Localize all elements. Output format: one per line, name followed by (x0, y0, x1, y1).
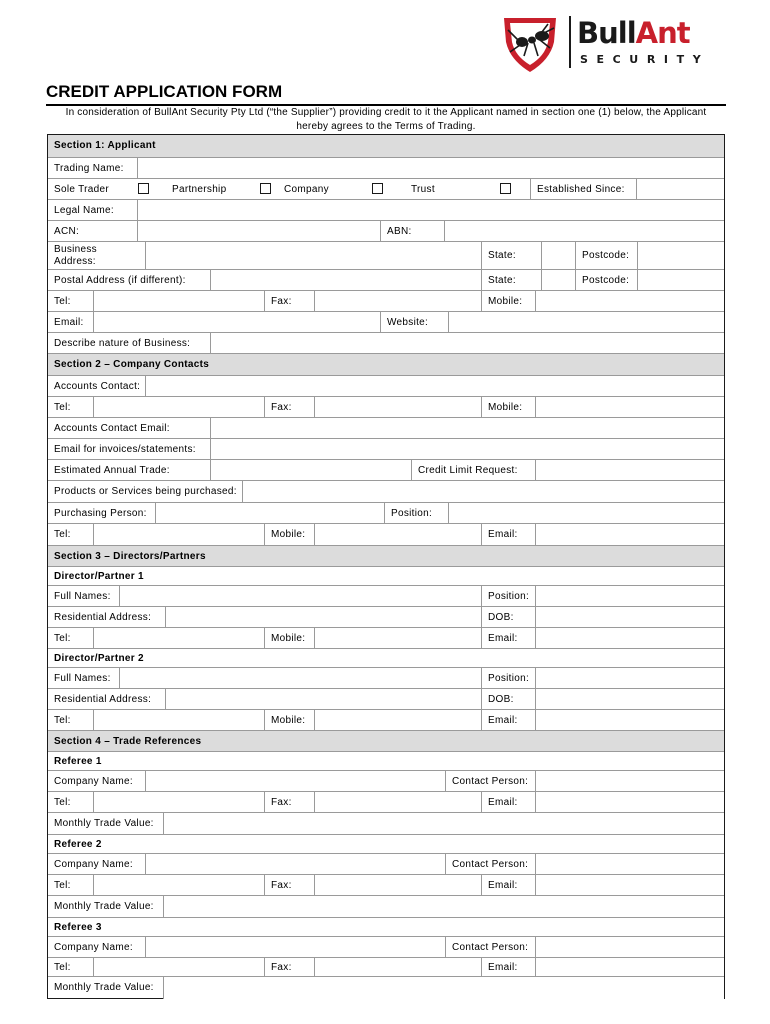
referee-1-contact-person-field[interactable] (535, 771, 724, 792)
email-invoices-field[interactable] (210, 439, 724, 460)
director-2-email-field[interactable] (535, 710, 724, 731)
referee-3-monthly-trade-value-label: Monthly Trade Value: (54, 982, 154, 993)
postal-address-field[interactable] (210, 270, 481, 291)
estimated-annual-trade-label: Estimated Annual Trade: (54, 464, 170, 476)
entity-type-row (48, 178, 724, 200)
director-1-header (48, 566, 724, 586)
director-2-address-row (48, 688, 724, 710)
trust-checkbox[interactable] (500, 183, 511, 194)
referee-2-phone-row (48, 874, 724, 896)
email-field[interactable] (93, 312, 380, 333)
applicant-phone-row (48, 290, 724, 312)
referee-1-company-name-label: Company Name: (54, 775, 133, 787)
director-1-tel-field[interactable] (93, 628, 264, 649)
referee-1-email-field[interactable] (535, 792, 724, 813)
director-2-name-row (48, 667, 724, 689)
referee-1-tel-field[interactable] (93, 792, 264, 813)
referee-3-header (48, 917, 724, 937)
postcode-label: Postcode: (575, 242, 637, 270)
logo-divider (569, 16, 571, 68)
purchasing-mobile-label: Mobile: (264, 524, 314, 546)
referee-3-email-field[interactable] (535, 958, 724, 977)
fax-field[interactable] (314, 291, 481, 312)
referee-3-email-label: Email: (481, 958, 535, 977)
director-1-mobile-label: Mobile: (264, 628, 314, 649)
referee-3-contact-person-field[interactable] (535, 937, 724, 958)
purchasing-person-label: Purchasing Person: (54, 507, 147, 519)
postal-state-field[interactable] (541, 270, 575, 291)
established-since-label: Established Since: (530, 179, 636, 200)
intro-text (46, 106, 726, 134)
credit-limit-request-field[interactable] (535, 460, 724, 481)
referee-1-company-row (48, 770, 724, 792)
referee-1-phone-row (48, 791, 724, 813)
contacts-mobile-label: Mobile: (481, 397, 535, 418)
referee-2-fax-label: Fax: (264, 875, 314, 896)
purchasing-person-field[interactable] (155, 503, 384, 524)
purchasing-person-row (48, 502, 724, 524)
business-address-row (48, 241, 724, 270)
referee-2-tel-field[interactable] (93, 875, 264, 896)
referee-3-company-row (48, 936, 724, 958)
email-invoices-label: Email for invoices/statements: (54, 443, 196, 455)
products-services-label: Products or Services being purchased: (54, 486, 237, 497)
products-services-row (48, 480, 724, 503)
director-2-tel-label: Tel: (54, 714, 71, 726)
logo-wordmark (577, 18, 690, 48)
director-1-dob-label: DOB: (481, 607, 535, 628)
referee-2-email-label: Email: (481, 875, 535, 896)
products-services-field[interactable] (242, 481, 724, 503)
email-website-row (48, 311, 724, 333)
partnership-label: Partnership (172, 183, 227, 195)
director-2-mobile-field[interactable] (314, 710, 481, 731)
business-address-field[interactable] (145, 242, 481, 270)
director-2-email-label: Email: (481, 710, 535, 731)
company-label: Company (284, 183, 329, 195)
referee-3-company-name-field[interactable] (145, 937, 445, 958)
director-2-heading: Director/Partner 2 (54, 652, 144, 664)
referee-2-company-name-field[interactable] (145, 854, 445, 875)
referee-1-fax-label: Fax: (264, 792, 314, 813)
referee-2-company-name-label: Company Name: (54, 858, 133, 870)
acn-label: ACN: (54, 225, 80, 237)
referee-3-tel-label: Tel: (54, 961, 71, 973)
postcode-field[interactable] (637, 242, 724, 270)
referee-2-heading: Referee 2 (54, 838, 102, 850)
referee-1-tel-label: Tel: (54, 796, 71, 808)
estimated-annual-trade-field[interactable] (210, 460, 411, 481)
page-header (0, 0, 770, 80)
section-1-heading: Section 1: Applicant (54, 140, 156, 151)
acn-field[interactable] (137, 221, 380, 242)
accounts-contact-email-label: Accounts Contact Email: (54, 422, 170, 434)
contacts-fax-field[interactable] (314, 397, 481, 418)
mobile-field[interactable] (535, 291, 724, 312)
referee-1-header (48, 751, 724, 771)
website-label: Website: (380, 312, 448, 333)
director-2-dob-field[interactable] (535, 689, 724, 710)
referee-1-monthly-trade-value-label: Monthly Trade Value: (54, 818, 154, 829)
contacts-tel-label: Tel: (54, 401, 71, 413)
director-1-position-label: Position: (481, 586, 535, 607)
director-1-heading: Director/Partner 1 (54, 570, 144, 582)
postal-address-row (48, 269, 724, 291)
ant-shield-icon (498, 12, 562, 74)
credit-application-form (47, 134, 725, 999)
business-address-label: Business Address: (54, 244, 97, 267)
accounts-contact-label: Accounts Contact: (54, 380, 141, 392)
director-2-full-names-field[interactable] (119, 668, 481, 689)
referee-2-tel-label: Tel: (54, 879, 71, 891)
purchasing-mobile-field[interactable] (314, 524, 481, 546)
postal-address-label: Postal Address (if different): (54, 274, 186, 286)
purchasing-email-label: Email: (481, 524, 535, 546)
accounts-contact-field[interactable] (145, 376, 724, 397)
director-1-position-field[interactable] (535, 586, 724, 607)
contacts-phone-row (48, 396, 724, 418)
referee-1-fax-field[interactable] (314, 792, 481, 813)
referee-1-email-label: Email: (481, 792, 535, 813)
referee-2-header (48, 834, 724, 854)
sole-trader-checkbox[interactable] (138, 183, 149, 194)
legal-name-field[interactable] (137, 200, 724, 221)
postal-postcode-label: Postcode: (575, 270, 637, 291)
director-1-mobile-field[interactable] (314, 628, 481, 649)
legal-name-label: Legal Name: (54, 204, 114, 216)
purchasing-position-label: Position: (384, 503, 448, 524)
state-field[interactable] (541, 242, 575, 270)
purchasing-email-field[interactable] (535, 524, 724, 546)
director-1-address-row (48, 606, 724, 628)
state-label: State: (481, 242, 541, 270)
logo-word-bull: Bull (577, 16, 636, 50)
referee-2-contact-person-field[interactable] (535, 854, 724, 875)
credit-limit-request-label: Credit Limit Request: (411, 460, 535, 481)
accounts-contact-row (48, 375, 724, 397)
trust-label: Trust (411, 183, 435, 195)
tel-field[interactable] (93, 291, 264, 312)
nature-of-business-row (48, 332, 724, 354)
trading-name-label: Trading Name: (54, 162, 124, 174)
referee-2-monthly-trade-value-field[interactable] (163, 896, 724, 918)
referee-3-tel-field[interactable] (93, 958, 264, 977)
director-1-name-row (48, 585, 724, 607)
contacts-fax-label: Fax: (264, 397, 314, 418)
postal-state-label: State: (481, 270, 541, 291)
referee-3-fax-label: Fax: (264, 958, 314, 977)
section-3-heading: Section 3 – Directors/Partners (54, 550, 206, 562)
nature-of-business-field[interactable] (210, 333, 724, 354)
purchasing-tel-label: Tel: (54, 529, 71, 540)
referee-2-email-field[interactable] (535, 875, 724, 896)
director-2-header (48, 648, 724, 668)
referee-1-heading: Referee 1 (54, 755, 102, 767)
page-title: CREDIT APPLICATION FORM (46, 82, 283, 101)
referee-3-heading: Referee 3 (54, 921, 102, 933)
director-2-position-field[interactable] (535, 668, 724, 689)
contacts-mobile-field[interactable] (535, 397, 724, 418)
director-2-residential-address-label: Residential Address: (54, 693, 152, 705)
trading-name-field[interactable] (137, 158, 724, 179)
partnership-checkbox[interactable] (260, 183, 271, 194)
purchasing-tel-field[interactable] (93, 524, 264, 546)
referee-3-monthly-trade-value-field[interactable] (163, 977, 724, 999)
director-2-mobile-label: Mobile: (264, 710, 314, 731)
fax-label: Fax: (264, 291, 314, 312)
intro-line-2: hereby agrees to the Terms of Trading. (296, 121, 476, 132)
director-1-full-names-field[interactable] (119, 586, 481, 607)
director-1-residential-address-field[interactable] (165, 607, 481, 628)
nature-of-business-label: Describe nature of Business: (54, 337, 191, 349)
logo-subtitle: SECURITY (580, 53, 710, 66)
director-2-contact-row (48, 709, 724, 731)
referee-1-contact-person-label: Contact Person: (445, 771, 535, 792)
acn-abn-row (48, 220, 724, 242)
sole-trader-label: Sole Trader (54, 183, 109, 195)
director-1-contact-row (48, 627, 724, 649)
director-1-dob-field[interactable] (535, 607, 724, 628)
referee-2-contact-person-label: Contact Person: (445, 854, 535, 875)
logo-word-ant: Ant (635, 16, 690, 50)
referee-2-monthly-trade-value-label: Monthly Trade Value: (54, 901, 154, 912)
email-label: Email: (54, 316, 84, 328)
section-2-header (48, 353, 724, 376)
abn-label: ABN: (380, 221, 444, 242)
director-1-email-field[interactable] (535, 628, 724, 649)
purchasing-position-field[interactable] (448, 503, 724, 524)
accounts-contact-email-row (48, 417, 724, 439)
referee-1-trade-value-row (48, 812, 724, 835)
referee-2-trade-value-row (48, 895, 724, 918)
contacts-tel-field[interactable] (93, 397, 264, 418)
section-4-heading: Section 4 – Trade References (54, 735, 202, 747)
referee-3-trade-value-row (48, 976, 724, 999)
section-4-header (48, 730, 724, 752)
section-2-heading: Section 2 – Company Contacts (54, 359, 210, 370)
purchasing-contact-row (48, 523, 724, 546)
tel-label: Tel: (54, 295, 71, 307)
director-1-residential-address-label: Residential Address: (54, 611, 152, 623)
mobile-label: Mobile: (481, 291, 535, 312)
website-field[interactable] (448, 312, 724, 333)
referee-3-contact-person-label: Contact Person: (445, 937, 535, 958)
intro-line-1: In consideration of BullAnt Security Pty Ltd (“the Supplier”) providing credit to it the Applicant named in section one (1) below, the Applicant (65, 107, 707, 118)
referee-1-company-name-field[interactable] (145, 771, 445, 792)
referee-1-monthly-trade-value-field[interactable] (163, 813, 724, 835)
established-since-field[interactable] (636, 179, 724, 200)
director-2-dob-label: DOB: (481, 689, 535, 710)
director-1-email-label: Email: (481, 628, 535, 649)
referee-2-company-row (48, 853, 724, 875)
legal-name-row (48, 199, 724, 221)
director-2-full-names-label: Full Names: (54, 672, 111, 684)
referee-3-fax-field[interactable] (314, 958, 481, 977)
director-1-full-names-label: Full Names: (54, 590, 111, 602)
trading-name-row (48, 157, 724, 179)
referee-3-phone-row (48, 957, 724, 977)
director-2-residential-address-field[interactable] (165, 689, 481, 710)
company-checkbox[interactable] (372, 183, 383, 194)
bullant-logo (498, 12, 718, 74)
postal-postcode-field[interactable] (637, 270, 724, 291)
section-3-header (48, 545, 724, 567)
section-1-header (48, 135, 724, 157)
director-2-tel-field[interactable] (93, 710, 264, 731)
director-1-tel-label: Tel: (54, 632, 71, 644)
email-invoices-row (48, 438, 724, 460)
referee-3-company-name-label: Company Name: (54, 941, 133, 953)
referee-2-fax-field[interactable] (314, 875, 481, 896)
trade-credit-row (48, 459, 724, 481)
abn-field[interactable] (444, 221, 724, 242)
director-2-position-label: Position: (481, 668, 535, 689)
accounts-contact-email-field[interactable] (210, 418, 724, 439)
